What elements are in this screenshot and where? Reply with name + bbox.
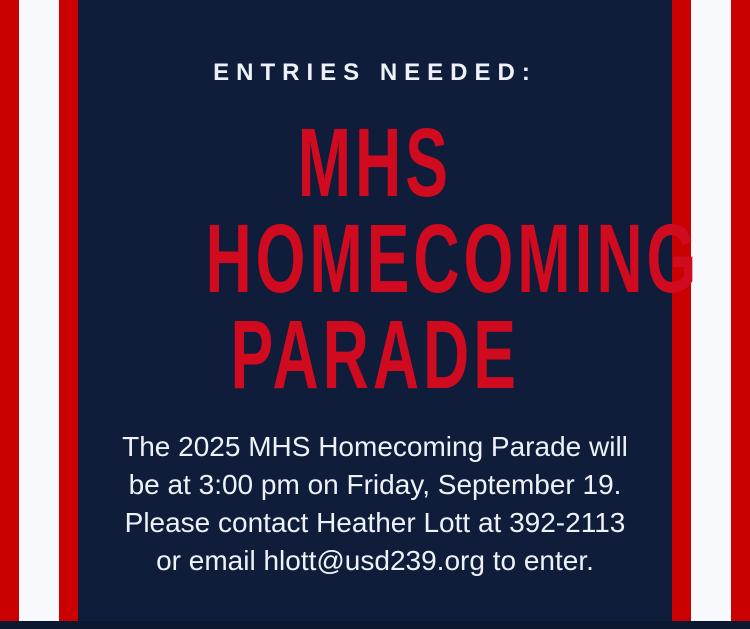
poster-content: [78, 0, 701, 621]
event-details-paragraph: [78, 428, 672, 580]
left-outer-red-stripe: [0, 0, 19, 621]
kicker-heading: ENTRIES NEEDED:: [213, 59, 537, 86]
detail-line-1: The 2025 MHS Homecoming Parade will: [122, 431, 628, 462]
detail-line-4: or email hlott@usd239.org to enter.: [156, 545, 594, 576]
poster-title: [78, 108, 701, 409]
detail-line-2: be at 3:00 pm on Friday, September 19.: [128, 469, 622, 500]
title-line-parade: [78, 300, 672, 409]
left-inner-red-stripe: [59, 0, 78, 621]
title-text-homecoming: HOMECOMING: [205, 204, 701, 313]
detail-line-3: Please contact Heather Lott at 392-2113: [124, 507, 626, 538]
title-text-mhs: MHS: [297, 108, 453, 217]
left-border-stripes: [0, 0, 78, 621]
title-text-parade: PARADE: [230, 300, 520, 409]
title-line-homecoming: [78, 204, 701, 313]
left-white-stripe: [19, 0, 59, 621]
right-outer-red-stripe: [731, 0, 750, 621]
title-line-mhs: [78, 108, 672, 217]
bottom-navy-band: [0, 621, 750, 629]
